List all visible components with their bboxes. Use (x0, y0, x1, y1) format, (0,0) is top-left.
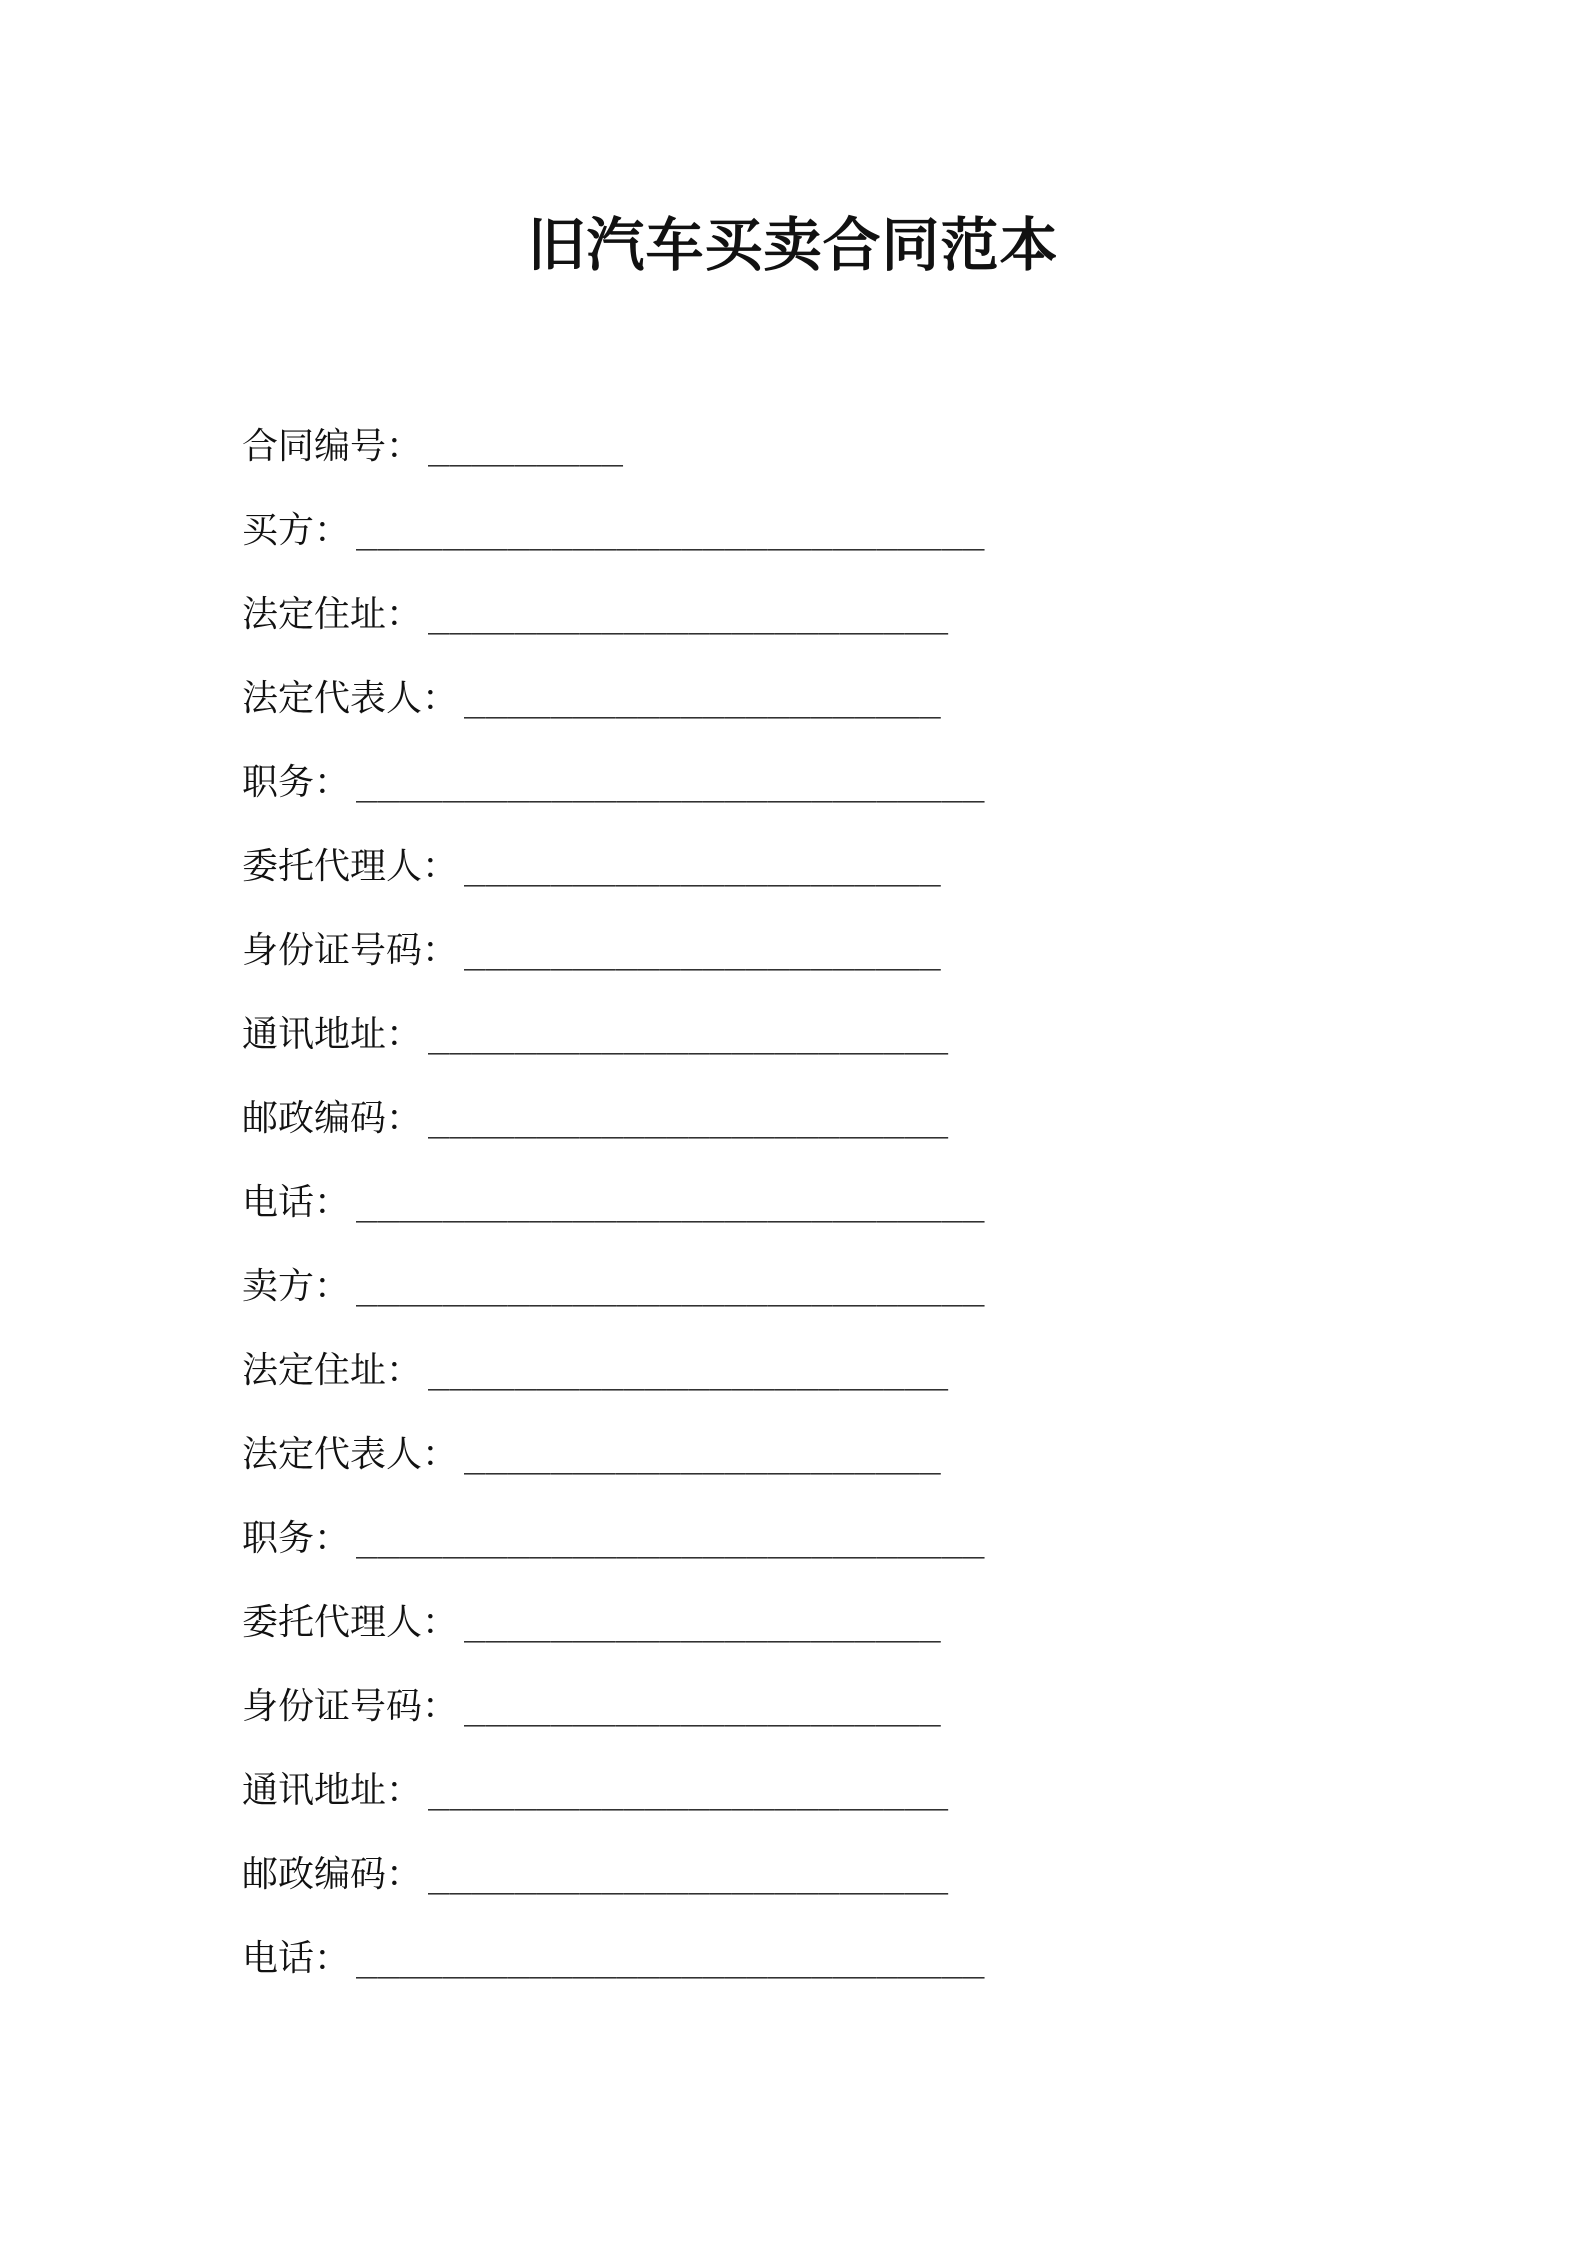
fill-blank: ________________________ (428, 1770, 949, 1811)
fill-blank: _________ (428, 426, 624, 467)
field-label: 电话： (242, 1182, 351, 1223)
fill-blank: ______________________ (464, 1602, 941, 1643)
field-label: 邮政编码： (242, 1098, 423, 1139)
fill-blank: ________________________ (428, 1854, 949, 1895)
field-contract-number (242, 405, 1342, 489)
field-buyer-postal-code (242, 1077, 1342, 1161)
field-seller-postal-code (242, 1833, 1342, 1917)
fill-blank: ________________________ (428, 1350, 949, 1391)
field-buyer (242, 489, 1342, 573)
field-label: 合同编号： (242, 426, 423, 467)
field-label: 通讯地址： (242, 1014, 423, 1055)
field-label: 委托代理人： (242, 1602, 459, 1643)
field-seller-legal-representative (242, 1413, 1342, 1497)
field-buyer-agent (242, 825, 1342, 909)
fill-blank: ________________________ (428, 1098, 949, 1139)
fill-blank: _____________________________ (356, 1182, 985, 1223)
field-label: 身份证号码： (242, 1686, 459, 1727)
field-label: 买方： (242, 510, 351, 551)
field-label: 职务： (242, 1518, 351, 1559)
field-seller-phone (242, 1917, 1342, 2001)
field-seller (242, 1245, 1342, 1329)
field-label: 身份证号码： (242, 930, 459, 971)
field-label: 电话： (242, 1938, 351, 1979)
field-buyer-phone (242, 1161, 1342, 1245)
fill-blank: ______________________ (464, 1686, 941, 1727)
field-buyer-legal-address (242, 573, 1342, 657)
contract-fields (242, 405, 1342, 2001)
fill-blank: ______________________ (464, 930, 941, 971)
field-buyer-position (242, 741, 1342, 825)
field-seller-id-number (242, 1665, 1342, 1749)
field-seller-mailing-address (242, 1749, 1342, 1833)
field-label: 法定代表人： (242, 1434, 459, 1475)
field-label: 职务： (242, 762, 351, 803)
fill-blank: ______________________ (464, 846, 941, 887)
field-buyer-id-number (242, 909, 1342, 993)
field-label: 法定代表人： (242, 678, 459, 719)
field-buyer-legal-representative (242, 657, 1342, 741)
field-buyer-mailing-address (242, 993, 1342, 1077)
fill-blank: _____________________________ (356, 510, 985, 551)
fill-blank: ______________________ (464, 1434, 941, 1475)
field-label: 法定住址： (242, 594, 423, 635)
fill-blank: ________________________ (428, 1014, 949, 1055)
fill-blank: _____________________________ (356, 1266, 985, 1307)
field-label: 通讯地址： (242, 1770, 423, 1811)
fill-blank: _____________________________ (356, 1518, 985, 1559)
field-seller-agent (242, 1581, 1342, 1665)
fill-blank: ______________________ (464, 678, 941, 719)
field-label: 委托代理人： (242, 846, 459, 887)
field-label: 法定住址： (242, 1350, 423, 1391)
fill-blank: ________________________ (428, 594, 949, 635)
field-seller-legal-address (242, 1329, 1342, 1413)
fill-blank: _____________________________ (356, 1938, 985, 1979)
fill-blank: _____________________________ (356, 762, 985, 803)
field-seller-position (242, 1497, 1342, 1581)
document-title: 旧汽车买卖合同范本 (527, 211, 1059, 279)
field-label: 邮政编码： (242, 1854, 423, 1895)
field-label: 卖方： (242, 1266, 351, 1307)
